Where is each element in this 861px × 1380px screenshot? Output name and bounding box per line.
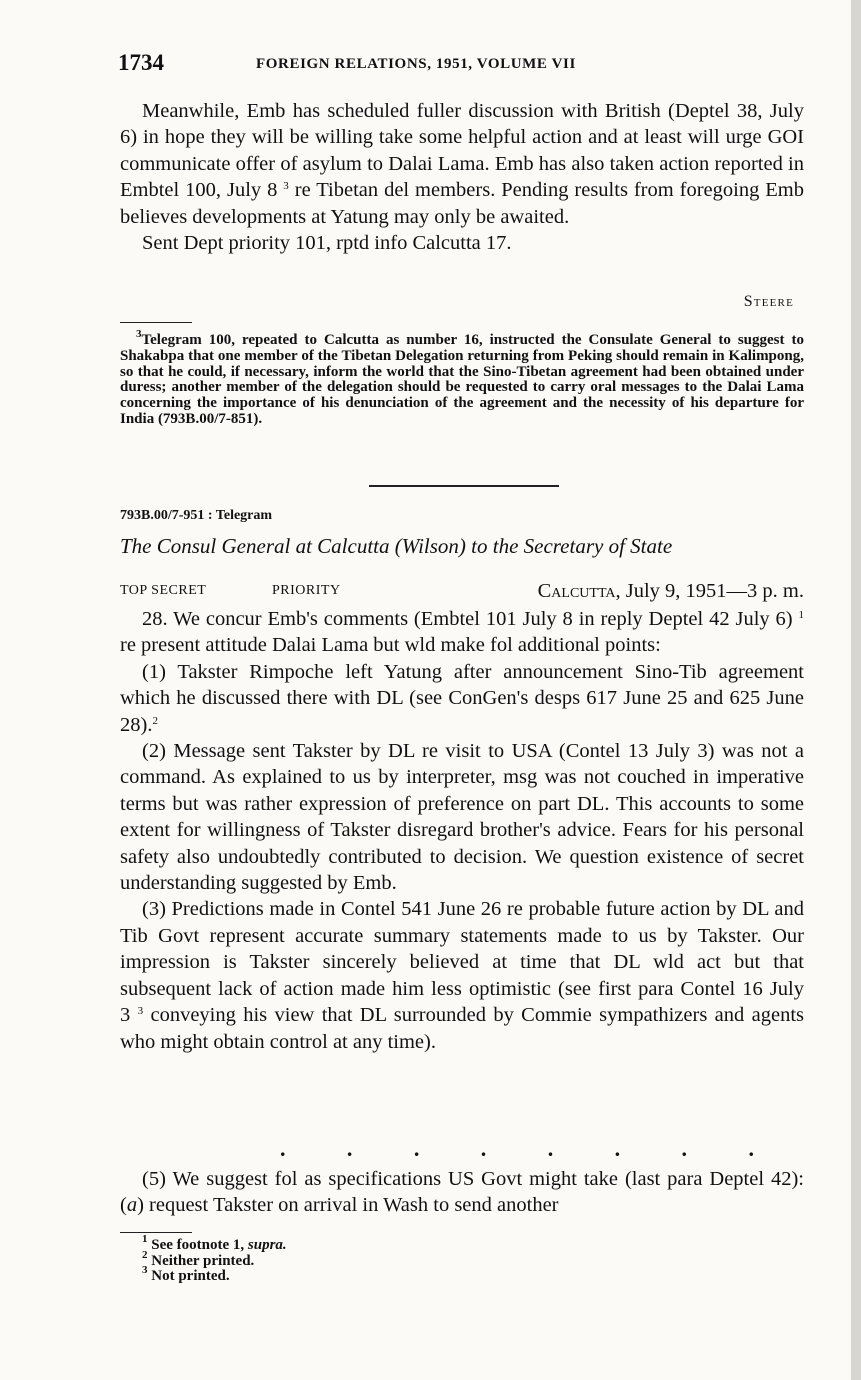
top-text-block [120,98,804,256]
section-divider [369,485,559,487]
footnote-divider-bottom [120,1232,192,1233]
footnote-3: $^3$ Not printed. [142,1264,230,1284]
page-header [118,50,804,80]
paragraph-point-3: (3) Predictions made in Contel 541 June 26 re probable future action by DL and Tib Govt represent accurate summary statements made to us by Takster. Our impression is Takster sincerely believed at time that DL wld act but that subsequent lack of action made him less optimistic (see first para Contel 16 July 3 $^3$ conveying his view that DL surrounded by Commie sympathizers and agents who might obtain control at any time). [120,898,804,1053]
footnote-3-top: $^3$Telegram 100, repeated to Calcutta as number 16, instructed the Consulate General to suggest to Shakabpa that one member of the Tibetan Delegation returning from Peking should remain in Kalimpong, so that he could, if necessary, inform the world that the Sino-Tibetan agreement had been obtained under duress; another member of the delegation should be requested to carry oral messages to the Dalai Lama concerning the importance of his denunciation of the agreement and the necessity of his departure for India (793B.00/7-851). [120,328,804,427]
telegram-body [120,606,804,1055]
paragraph-point-5: (5) We suggest fol as specifications US Govt might take (last para Deptel 42): (a) request Takster on arrival in Wash to send another [120,1168,804,1217]
paragraph-point-5-block [120,1166,804,1219]
place-date: Calcutta, July 9, 1951—3 p. m. [537,580,804,602]
footnote-divider [120,322,192,323]
file-number: 793B.00/7-951 : Telegram [120,508,273,523]
priority: PRIORITY [272,583,341,598]
paragraph-meanwhile: Meanwhile, Emb has scheduled fuller discussion with British (Deptel 38, July 6) in hope they will be willing take some helpful action and at least will urge GOI communicate offer of asylum to Dalai Lama. Emb has also taken action reported in Embtel 100, July 8 $^3$ re Tibetan del members. Pending results from foregoing Emb believes developments at Yatung may only be awaited. [120,100,805,228]
running-head: FOREIGN RELATIONS, 1951, VOLUME VII [256,56,576,72]
paragraph-28: 28. We concur Emb's comments (Embtel 101 July 8 in reply Deptel 42 July 6) $^1$ re present attitude Dalai Lama but wld make fol additional points: [120,608,804,657]
paragraph-point-1: (1) Takster Rimpoche left Yatung after announcement Sino-Tib agreement which he discussed there with DL (see ConGen's desps 617 June 25 and 625 June 28).$^2$ [120,660,804,736]
paragraph-point-2: (2) Message sent Takster by DL re visit to USA (Contel 13 July 3) was not a command. As explained to us by interpreter, msg was not couched in imperative terms but was rather expression of preference on part DL. This accounts to some extent for willingness of Takster disregard brother's advice. Fears for his personal safety also undoubtedly contributed to decision. We question existence of secret understanding suggested by Emb. [120,740,804,895]
footnote-2: $^2$ Neither printed. [142,1248,255,1269]
classification: TOP SECRET [120,583,207,598]
page-number: 1734 [118,50,164,75]
classification-line [120,580,804,606]
ellipsis-dots: . . . . . . . . [280,1136,754,1161]
footnote-1: $^1$ See footnote 1, supra. [142,1233,287,1253]
document-title: The Consul General at Calcutta (Wilson) to the Secretary of State [120,534,673,558]
footnote-ref: 3 [283,180,289,193]
signature: Steere [743,293,794,310]
paragraph-sent-dept: Sent Dept priority 101, rptd info Calcutta 17. [142,232,512,255]
footnotes-bottom [120,1233,287,1285]
